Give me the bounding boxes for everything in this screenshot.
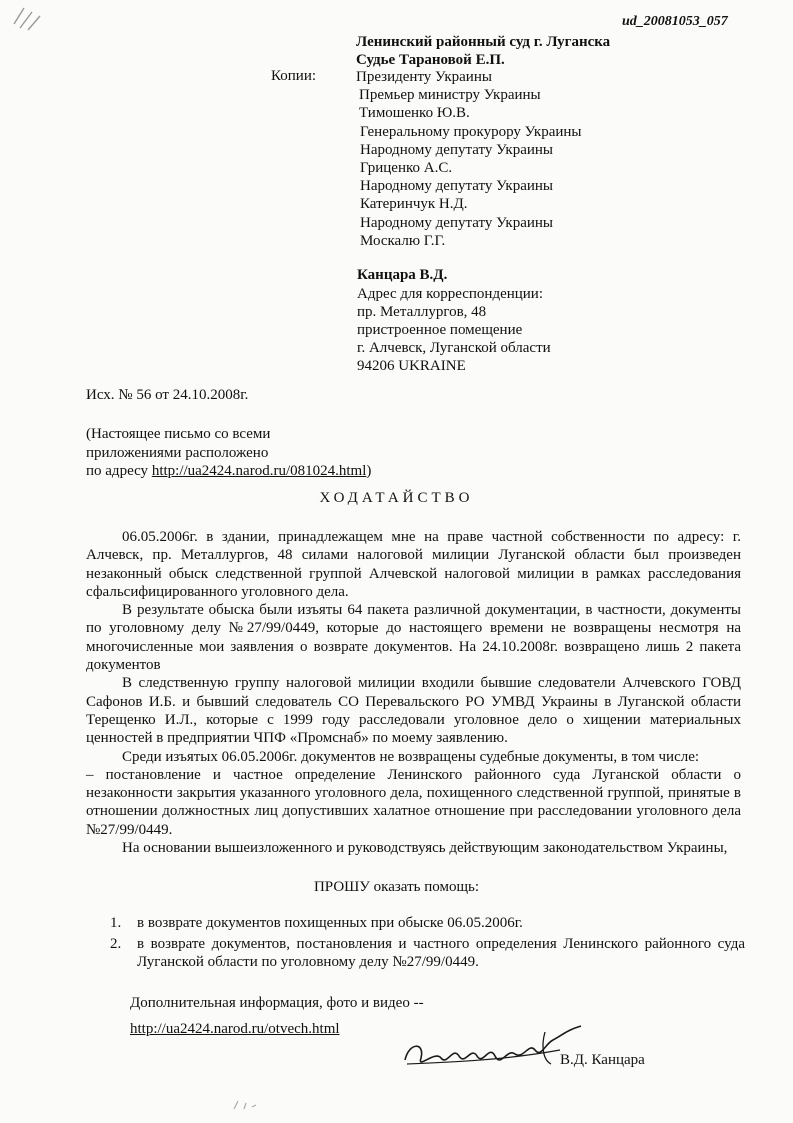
copy-recipient: Генеральному прокурору Украины [360,123,582,140]
request-item [110,914,745,933]
letter-url-link[interactable]: http://ua2424.narod.ru/081024.html [151,463,367,479]
sender-name: Канцара В.Д. [357,267,448,283]
copy-recipient: Народному депутату Украины [360,141,553,158]
document-id: ud_20081053_057 [622,14,728,29]
note-line [86,462,371,481]
note-prefix: по адресу [86,463,152,479]
address-line: г. Алчевск, Луганской области [357,340,551,356]
additional-info [130,990,424,1042]
address-line: пристроенное помещение [357,322,523,338]
copy-recipient: Гриценко А.С. [360,160,453,177]
request-list [110,914,745,974]
copy-recipient: Тимошенко Ю.В. [359,105,470,122]
document-title: ХОДАТАЙСТВО [319,490,474,506]
request-text: в возврате документов похищенных при обыске 06.05.2006г. [137,915,523,931]
copy-recipient: Москалю Г.Г. [360,232,446,249]
recipient-block [356,33,610,69]
copy-recipient: Катеринчук Н.Д. [360,196,468,213]
copy-recipient: Народному депутату Украины [360,214,553,231]
body-paragraph: Среди изъятых 06.05.2006г. документов не возвращены судебные документы, в том числе: [122,748,700,765]
online-note [86,425,371,481]
note-line: (Настоящее письмо со всеми [86,426,271,442]
address-line: пр. Металлургов, 48 [357,304,487,320]
note-suffix: ) [366,463,372,479]
copies-label: Копии: [271,68,317,84]
body-paragraph: В следственную группу налоговой милиции входили бывшие следователи Алчевского ГОВД Сафонов И.Б. и бывший следователь СО Перевальского РО УМВД Украины в Луганской области Терещенко И.Л., которые с 1999 году расследовали уголовное дело о хищении материальных ценностей в предприятии ЧПФ «Промснаб» по моему заявлению. [86,675,741,747]
body-paragraph: На основании вышеизложенного и руководствуясь действующим законодательством Украины, [122,840,728,857]
request-heading: ПРОШУ оказать помощь: [313,879,480,895]
address-line: Адрес для корреспонденции: [357,286,544,302]
info-url-link[interactable]: http://ua2424.narod.ru/otvech.html [130,1021,340,1037]
outgoing-number: Исх. № 56 от 24.10.2008г. [86,387,249,403]
corner-stamp-mark [10,4,50,39]
scan-marks [230,1095,290,1120]
request-number: 2. [110,935,122,952]
judge-name: Судье Тарановой Е.П. [356,52,505,68]
request-number: 1. [110,915,122,931]
info-text: Дополнительная информация, фото и видео -- [130,995,424,1011]
signer-name: В.Д. Канцара [560,1052,645,1068]
body-paragraph: В результате обыска были изъяты 64 пакета различной документации, в частности, документы по уголовному делу №27/99/0449, которые до настоящего времени не возвращены несмотря на многочисленные мои заявления о возврате документов. На 24.10.2008г. возвращено лишь 2 пакета документов [86,602,741,674]
request-item [110,935,745,972]
copy-recipient: Народному депутату Украины [360,178,553,195]
document-body [86,528,741,857]
sender-address [357,285,551,375]
copies-list [356,68,582,250]
address-line: 94206 UKRAINE [357,358,466,374]
note-line: приложениями расположено [86,444,269,461]
court-name: Ленинский районный суд г. Луганска [356,34,611,50]
request-text: в возврате документов, постановления и частного определения Ленинского районного суда Луганской области по уголовному делу №27/99/0449. [137,935,745,970]
copy-recipient: Президенту Украины [356,69,492,85]
copy-recipient: Премьер министру Украины [359,87,541,104]
body-paragraph: 06.05.2006г. в здании, принадлежащем мне на праве частной собственности по адресу: г. Алчевск, пр. Металлургов, 48 силами налоговой милиции Луганской области был произведен незаконный обыск следственной группой Алчевской налоговой милиции в рамках расследования сфальсифицированного уголовного дела. [86,529,741,600]
body-paragraph: – постановление и частное определение Ленинского районного суда Луганской области о незаконности закрытия указанного уголовного дела, похищенного следственной группой, принятые в отношении должностных лиц допустивших халатное отношение при расследовании уголовного дела №27/99/0449. [86,766,741,838]
